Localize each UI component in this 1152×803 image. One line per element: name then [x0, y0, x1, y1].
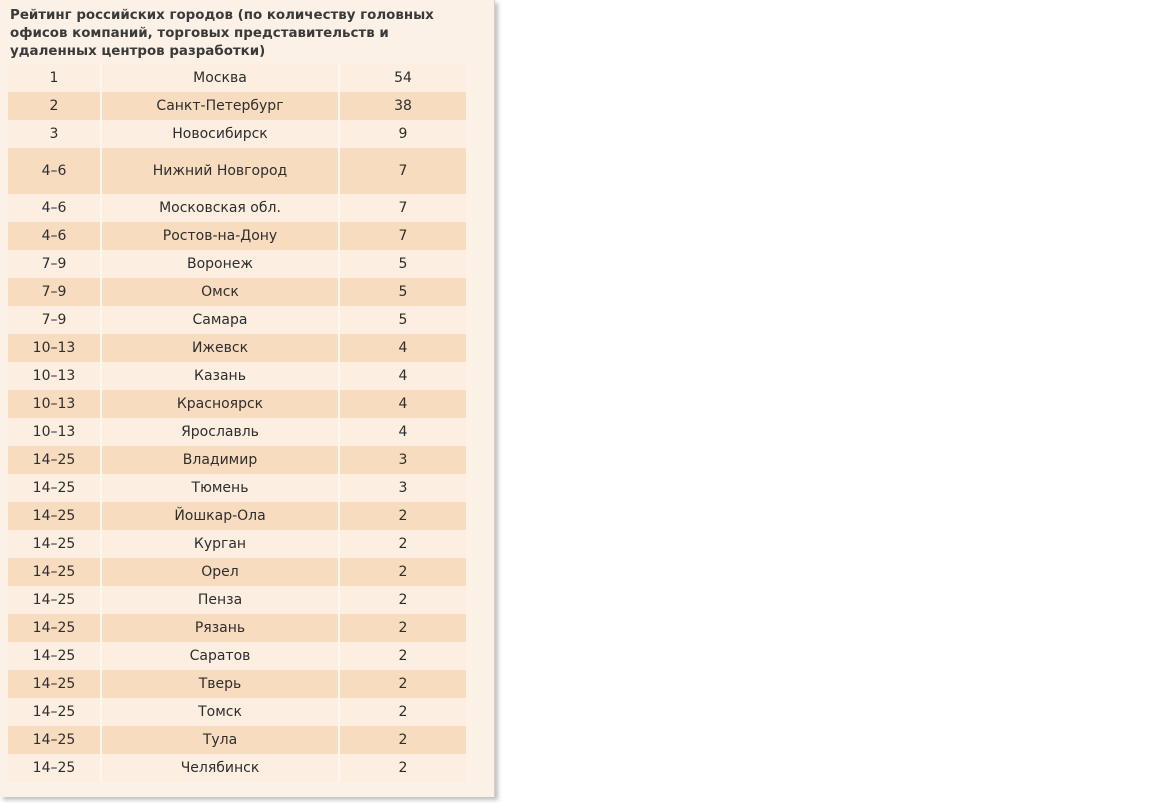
- table-row: [8, 250, 466, 278]
- rank-cell: 2: [8, 92, 102, 120]
- count-cell: 2: [398, 620, 408, 636]
- rank-cell: 7–9: [8, 250, 102, 278]
- city-cell: Ижевск: [102, 334, 340, 362]
- rank-cell: 4–6: [8, 148, 102, 194]
- rank-cell: 14–25: [8, 726, 102, 754]
- table-row: [8, 278, 466, 306]
- rank-cell: 14–25: [8, 754, 102, 782]
- table-row: [8, 558, 466, 586]
- count-cell: 4: [398, 340, 408, 356]
- table-row: [8, 502, 466, 530]
- table-row: [8, 754, 466, 782]
- table-row: [8, 474, 466, 502]
- table-row: [8, 306, 466, 334]
- table-row: [8, 222, 466, 250]
- rank-cell: 14–25: [8, 558, 102, 586]
- count-cell: 4: [398, 396, 408, 412]
- table-row: [8, 390, 466, 418]
- city-cell: Томск: [102, 698, 340, 726]
- table-row: [8, 586, 466, 614]
- rank-cell: 10–13: [8, 418, 102, 446]
- count-cell: 2: [398, 676, 408, 692]
- table-row: [8, 334, 466, 362]
- city-cell: Рязань: [102, 614, 340, 642]
- rank-cell: 14–25: [8, 474, 102, 502]
- count-cell: 4: [398, 368, 408, 384]
- rank-cell: 4–6: [8, 194, 102, 222]
- count-cell: 7: [398, 163, 408, 179]
- rank-cell: 1: [8, 64, 102, 92]
- rank-cell: 4–6: [8, 222, 102, 250]
- rank-cell: 10–13: [8, 390, 102, 418]
- count-cell: 2: [398, 732, 408, 748]
- rank-cell: 14–25: [8, 698, 102, 726]
- rank-cell: 10–13: [8, 362, 102, 390]
- city-cell: Йошкар-Ола: [102, 502, 340, 530]
- count-cell: 5: [398, 312, 408, 328]
- city-cell: Красноярск: [102, 390, 340, 418]
- rank-cell: 7–9: [8, 306, 102, 334]
- table-row: [8, 64, 466, 92]
- table-title: Рейтинг российских городов (по количеству головных офисов компаний, торговых представительств и удаленных центров разработки): [10, 8, 434, 59]
- table-row: [8, 148, 466, 194]
- rank-cell: 14–25: [8, 586, 102, 614]
- count-cell: 2: [398, 704, 408, 720]
- table-row: [8, 120, 466, 148]
- table-row: [8, 698, 466, 726]
- table-row: [8, 642, 466, 670]
- city-cell: Тюмень: [102, 474, 340, 502]
- rank-cell: 14–25: [8, 642, 102, 670]
- count-cell: 5: [398, 256, 408, 272]
- count-cell: 2: [398, 564, 408, 580]
- table-row: [8, 530, 466, 558]
- city-cell: Москва: [102, 64, 340, 92]
- table-row: [8, 614, 466, 642]
- city-cell: Нижний Новгород: [102, 148, 340, 194]
- table-row: [8, 194, 466, 222]
- table-row: [8, 726, 466, 754]
- table-row: [8, 446, 466, 474]
- city-cell: Пенза: [102, 586, 340, 614]
- count-cell: 7: [398, 228, 408, 244]
- table-row: [8, 362, 466, 390]
- city-cell: Тверь: [102, 670, 340, 698]
- count-cell: 2: [398, 508, 408, 524]
- rank-cell: 14–25: [8, 530, 102, 558]
- rank-cell: 7–9: [8, 278, 102, 306]
- count-cell: 38: [394, 98, 412, 114]
- count-cell: 9: [398, 126, 408, 142]
- count-cell: 7: [398, 200, 408, 216]
- rating-panel: [0, 0, 495, 797]
- rank-cell: 10–13: [8, 334, 102, 362]
- city-cell: Ростов-на-Дону: [102, 222, 340, 250]
- count-cell: 4: [398, 424, 408, 440]
- count-cell: 2: [398, 592, 408, 608]
- city-cell: Казань: [102, 362, 340, 390]
- city-cell: Московская обл.: [102, 194, 340, 222]
- city-cell: Ярославль: [102, 418, 340, 446]
- rank-cell: 14–25: [8, 670, 102, 698]
- table-row: [8, 92, 466, 120]
- city-cell: Саратов: [102, 642, 340, 670]
- city-cell: Самара: [102, 306, 340, 334]
- rank-cell: 3: [8, 120, 102, 148]
- count-cell: 3: [398, 452, 408, 468]
- city-cell: Санкт-Петербург: [102, 92, 340, 120]
- table-row: [8, 418, 466, 446]
- table-row: [8, 670, 466, 698]
- count-cell: 3: [398, 480, 408, 496]
- city-cell: Курган: [102, 530, 340, 558]
- city-cell: Новосибирск: [102, 120, 340, 148]
- city-cell: Орел: [102, 558, 340, 586]
- count-cell: 2: [398, 760, 408, 776]
- count-cell: 5: [398, 284, 408, 300]
- rank-cell: 14–25: [8, 502, 102, 530]
- city-cell: Челябинск: [102, 754, 340, 782]
- rank-cell: 14–25: [8, 446, 102, 474]
- rank-cell: 14–25: [8, 614, 102, 642]
- city-cell: Омск: [102, 278, 340, 306]
- city-cell: Тула: [102, 726, 340, 754]
- count-cell: 54: [394, 70, 412, 86]
- city-cell: Владимир: [102, 446, 340, 474]
- rating-table: [8, 64, 466, 782]
- city-cell: Воронеж: [102, 250, 340, 278]
- count-cell: 2: [398, 648, 408, 664]
- count-cell: 2: [398, 536, 408, 552]
